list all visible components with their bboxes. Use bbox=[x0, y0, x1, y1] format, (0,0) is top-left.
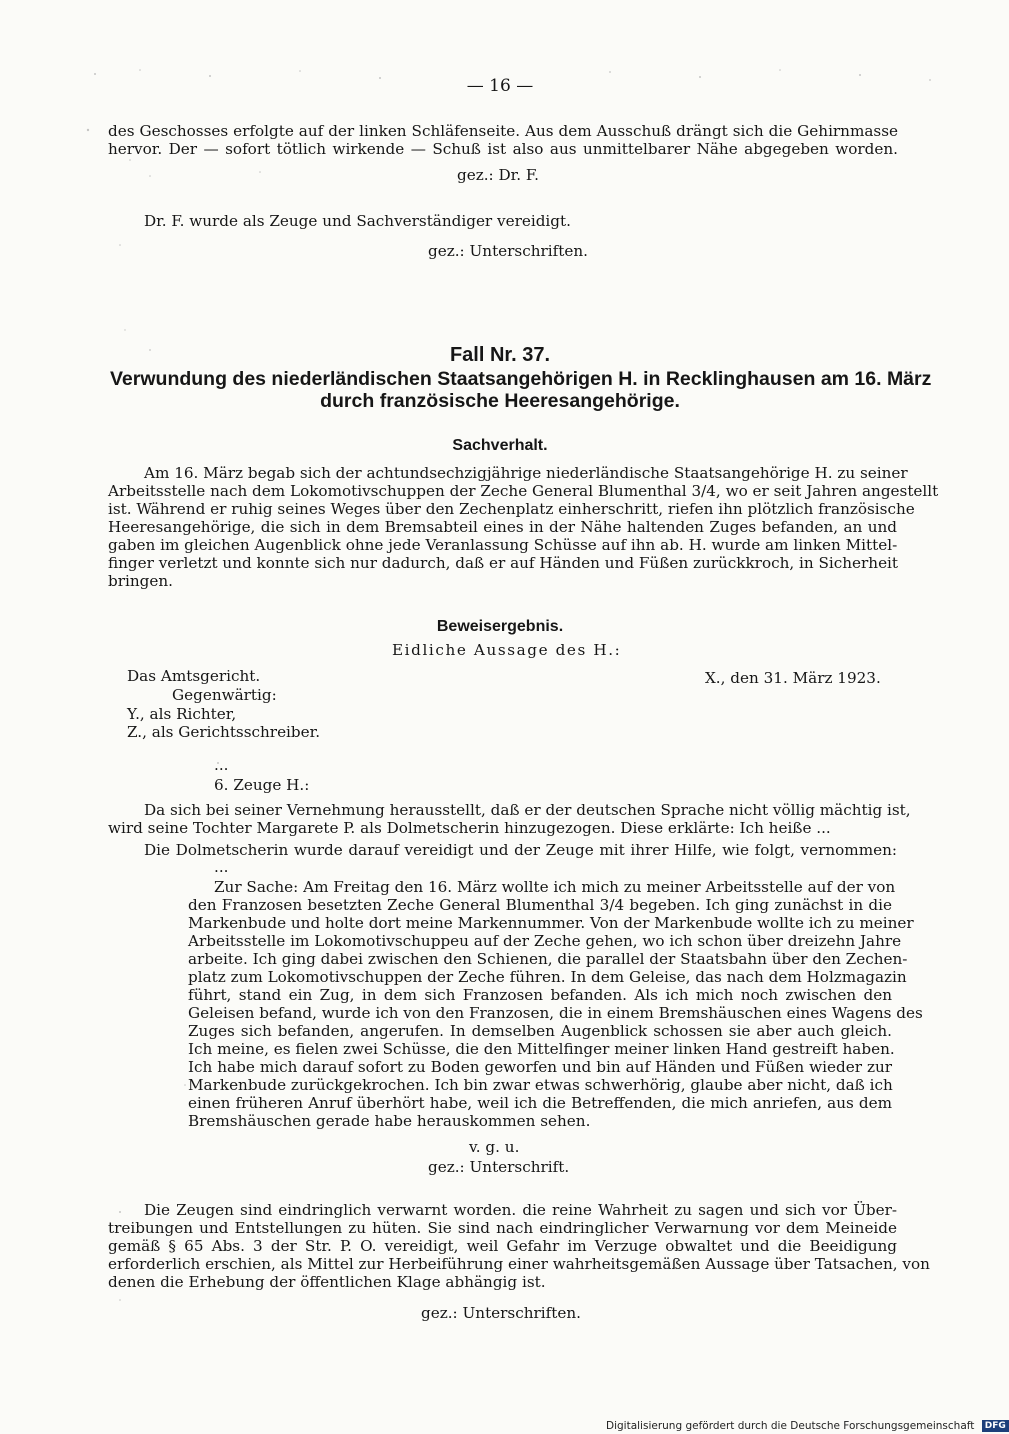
testimony-line: Bremshäuschen gerade habe herauskommen sehen. bbox=[188, 1112, 591, 1130]
text-line: Arbeitsstelle nach dem Lokomotivschuppen der Zeche General Blumenthal 3/4, wo er seit Jahren angestellt bbox=[108, 482, 939, 500]
testimony-line: Zuges sich befanden, angerufen. In demselben Augenblick schossen sie aber auch gleich. bbox=[188, 1022, 892, 1040]
testimony-line: Ich meine, es fielen zwei Schüsse, die den Mittelfinger meiner linken Hand gestreift haben. bbox=[188, 1040, 895, 1058]
ellipsis: ... bbox=[214, 858, 229, 876]
testimony-line: einen früheren Anruf überhört habe, weil ich die Betreffenden, die mich anriefen, aus dem bbox=[188, 1094, 892, 1112]
testimony-line: Zur Sache: Am Freitag den 16. März wollte ich mich zu meiner Arbeitsstelle auf der von bbox=[214, 878, 896, 896]
signature: gez.: Unterschriften. bbox=[421, 1304, 581, 1322]
testimony-line: Markenbude zurückgekrochen. Ich bin zwar etwas schwerhörig, glaube aber nicht, daß ich bbox=[188, 1076, 893, 1094]
text-line: hervor. Der — sofort tötlich wirkende — Schuß ist also aus unmittelbarer Nähe abgegeben worden. bbox=[108, 140, 898, 158]
signature: gez.: Dr. F. bbox=[457, 166, 539, 184]
footer-credit bbox=[606, 1419, 1006, 1434]
clerk: Z., als Gerichtsschreiber. bbox=[127, 723, 321, 741]
testimony-line: Geleisen befand, wurde ich von den Franzosen, die in einem Bremshäuschen eines Wagens des bbox=[188, 1004, 923, 1022]
case-subtitle: Verwundung des niederländischen Staatsangehörigen H. in Recklinghausen am 16. März bbox=[110, 368, 932, 390]
vgu-note: v. g. u. bbox=[469, 1138, 520, 1156]
dfg-logo: DFG bbox=[982, 1420, 1009, 1432]
page-number: — 16 — bbox=[466, 76, 534, 96]
court-name: Das Amtsgericht. bbox=[127, 667, 261, 685]
text-line: gemäß § 65 Abs. 3 der Str. P. O. vereidigt, weil Gefahr im Verzuge obwaltet und die Beeidigung bbox=[108, 1237, 897, 1255]
text-line: Da sich bei seiner Vernehmung herausstellt, daß er der deutschen Sprache nicht völlig mächtig ist, bbox=[144, 801, 911, 819]
text-line: bringen. bbox=[108, 572, 173, 590]
footer-text: Digitalisierung gefördert durch die Deutsche Forschungsgemeinschaft bbox=[606, 1420, 975, 1432]
text-line: erforderlich erschien, als Mittel zur Herbeiführung einer wahrheitsgemäßen Aussage über Tatsachen, von bbox=[108, 1255, 930, 1273]
signature: gez.: Unterschrift. bbox=[428, 1158, 570, 1176]
testimony-line: platz zum Lokomotivschuppen der Zeche führen. In dem Geleise, das nach dem Holzmagazin bbox=[188, 968, 907, 986]
testimony-line: den Franzosen besetzten Zeche General Blumenthal 3/4 begeben. Ich ging zunächst in die bbox=[188, 896, 892, 914]
text-line: Am 16. März begab sich der achtundsechzigjährige niederländische Staatsangehörige H. zu seiner bbox=[144, 464, 908, 482]
text-line: Die Dolmetscherin wurde darauf vereidigt und der Zeuge mit ihrer Hilfe, wie folgt, vernommen: bbox=[144, 841, 897, 859]
section-heading: Sachverhalt. bbox=[452, 437, 548, 454]
text-line: des Geschosses erfolgte auf der linken Schläfenseite. Aus dem Ausschuß drängt sich die Gehirnmasse bbox=[108, 122, 898, 140]
text-line: Die Zeugen sind eindringlich verwarnt worden. die reine Wahrheit zu sagen und sich vor Über- bbox=[144, 1201, 897, 1219]
text-line: gaben im gleichen Augenblick ohne jede Veranlassung Schüsse auf ihn ab. H. wurde am linken Mittel- bbox=[108, 536, 898, 554]
testimony-line: Markenbude und holte dort meine Markennummer. Von der Markenbude wollte ich zu meiner bbox=[188, 914, 914, 932]
signature: gez.: Unterschriften. bbox=[428, 242, 588, 260]
text-line: wird seine Tochter Margarete P. als Dolmetscherin hinzugezogen. Diese erklärte: Ich heiße ... bbox=[108, 819, 831, 837]
text-line: treibungen und Entstellungen zu hüten. Sie sind nach eindringlicher Verwarnung vor dem Meineide bbox=[108, 1219, 897, 1237]
section-heading: Beweisergebnis. bbox=[436, 618, 564, 635]
testimony-line: Ich habe mich darauf sofort zu Boden geworfen und bin auf Händen und Füßen wieder zur bbox=[188, 1058, 892, 1076]
text-line: denen die Erhebung der öffentlichen Klage abhängig ist. bbox=[108, 1273, 546, 1291]
oath-note: Dr. F. wurde als Zeuge und Sachverständiger vereidigt. bbox=[144, 212, 571, 230]
text-line: Heeresangehörige, die sich in dem Bremsabteil eines in der Nähe haltenden Zuges befanden, an und bbox=[108, 518, 897, 536]
text-line: finger verletzt und konnte sich nur dadurch, daß er auf Händen und Füßen zurückkroch, in Sicherheit bbox=[108, 554, 899, 572]
witness-label: 6. Zeuge H.: bbox=[214, 776, 310, 794]
case-title: Fall Nr. 37. bbox=[449, 344, 551, 366]
testimony-line: führt, stand ein Zug, in dem sich Franzosen befanden. Als ich mich noch zwischen den bbox=[188, 986, 892, 1004]
place-date: X., den 31. März 1923. bbox=[705, 669, 881, 687]
judge: Y., als Richter, bbox=[127, 705, 237, 723]
testimony-line: Arbeitsstelle im Lokomotivschuppeu auf der Zeche gehen, wo ich schon über dreizehn Jahre bbox=[188, 932, 902, 950]
case-subtitle: durch französische Heeresangehörige. bbox=[320, 390, 680, 412]
ellipsis: ... bbox=[214, 756, 229, 774]
text-line: ist. Während er ruhig seines Weges über den Zechenplatz einherschritt, riefen ihn plötzlich französische bbox=[108, 500, 915, 518]
present-label: Gegenwärtig: bbox=[172, 686, 277, 704]
section-subheading: Eidliche Aussage des H.: bbox=[392, 641, 622, 659]
testimony-line: arbeite. Ich ging dabei zwischen den Schienen, die parallel der Staatsbahn über den Zechen- bbox=[188, 950, 908, 968]
